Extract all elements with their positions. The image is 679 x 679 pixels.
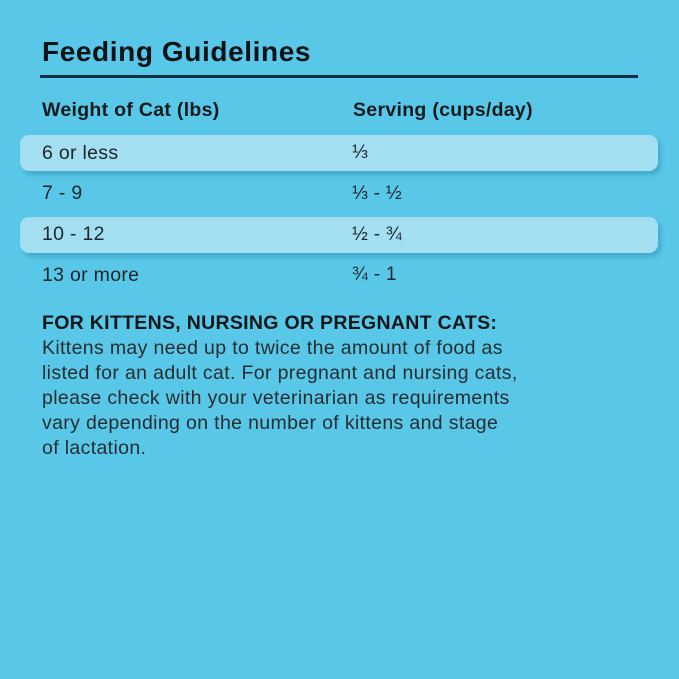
feeding-table <box>20 135 658 298</box>
serving-cell: ⅓ - ½ <box>352 182 403 204</box>
weight-cell: 13 or more <box>42 263 140 286</box>
serving-cell: ¾ - 1 <box>352 264 397 286</box>
note-heading: FOR KITTENS, NURSING OR PREGNANT CATS: <box>42 312 498 334</box>
note-line: please check with your veterinarian as requirements <box>42 387 510 409</box>
note-line: vary depending on the number of kittens and stage <box>42 412 499 434</box>
note-line: listed for an adult cat. For pregnant and nursing cats, <box>42 362 518 384</box>
table-row <box>20 217 658 253</box>
note-line: of lactation. <box>42 437 147 459</box>
weight-cell: 7 - 9 <box>42 182 83 205</box>
page-title: Feeding Guidelines <box>42 36 312 67</box>
weight-cell: 6 or less <box>42 141 119 164</box>
serving-cell: ⅓ <box>352 142 369 163</box>
serving-cell: ½ - ¾ <box>352 223 403 245</box>
note-line: Kittens may need up to twice the amount of food as <box>42 337 503 359</box>
table-row <box>20 135 658 171</box>
table-row <box>20 176 658 212</box>
table-row <box>20 257 658 293</box>
column-header-serving: Serving (cups/day) <box>353 99 533 121</box>
column-header-weight: Weight of Cat (lbs) <box>42 99 220 121</box>
kittens-note <box>42 311 622 461</box>
title-divider <box>40 75 638 78</box>
weight-cell: 10 - 12 <box>42 223 105 245</box>
